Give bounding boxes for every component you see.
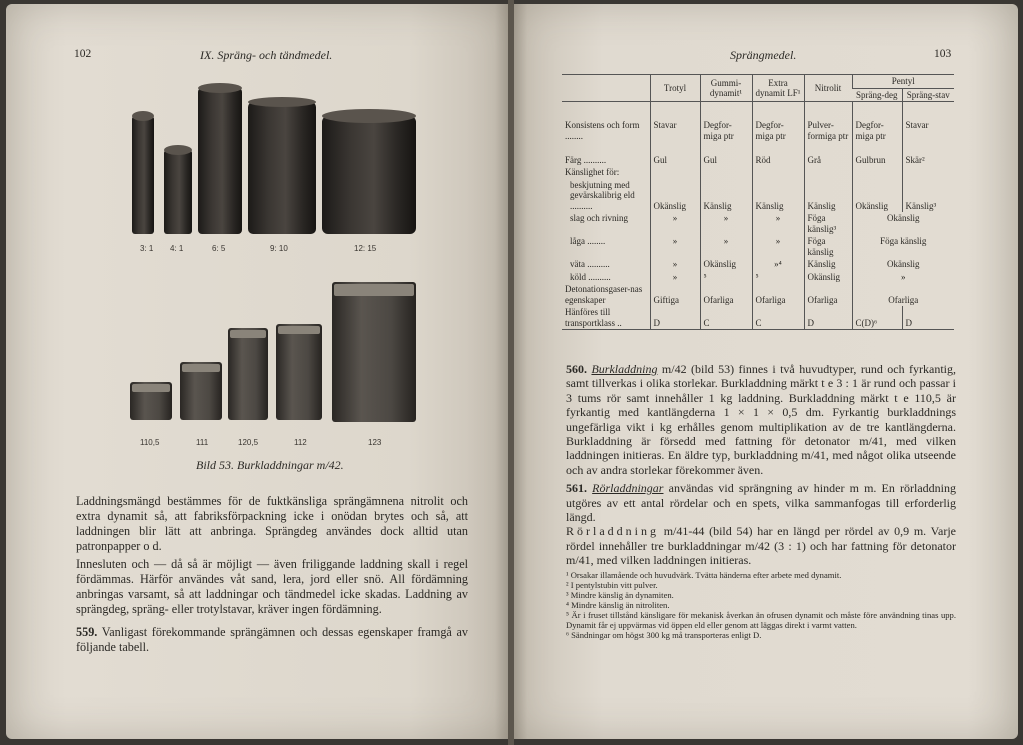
table-row [562,306,954,330]
cell-kold-trotyl: » [650,271,700,284]
header-sprangstav: Spräng-stav [902,88,954,102]
footnote-5: ⁵ Är i fruset tillstånd känsligare för mekanisk åverkan än ofrusen dynamit och måste före användning tinas upp. Dynamit får ej uppvärmas vid öppen eld eller genom att läggas direkt i varmt vatten. [566,610,956,630]
cell-kold-extra: ⁵ [752,271,804,284]
row-label-slag: slag och rivning [570,213,628,223]
cell-konsistens-nitrolit: Pulver-formiga ptr [804,102,852,154]
cell-hanfores-trotyl: D [650,306,700,330]
cell-detonation-trotyl: Giftiga [650,283,700,306]
section-560-number: 560. [566,362,587,376]
table-header-row [562,75,954,89]
footnotes [566,570,956,640]
cell-hanfores-nitrolit: D [804,306,852,330]
cell-farg-stav: Skär² [902,154,954,167]
label-6-5: 6: 5 [212,244,226,253]
charge-6-5 [198,88,242,234]
section-561-title: Rörladdningar [592,481,664,496]
table-row [562,154,954,167]
charge-120-5 [228,328,268,420]
cell-hanfores-deg: C(D)⁶ [852,306,902,330]
cell-laga-trotyl: » [650,235,700,258]
table-row [562,212,954,235]
cell-konsistens-deg: Degfor-miga ptr [852,102,902,154]
header-nitrolit: Nitrolit [804,75,852,102]
label-123: 123 [368,438,382,447]
cell-slag-extra: » [752,212,804,235]
book-gutter [508,0,514,745]
charge-111 [180,362,222,420]
table-row [562,179,954,213]
right-body-text [566,362,956,571]
header-pentyl: Pentyl [852,75,954,89]
figure-burkladdningar [110,82,430,462]
cell-laga-gummi: » [700,235,752,258]
charge-3-1 [132,116,154,234]
cell-laga-pentyl: Föga känslig [852,235,954,258]
cell-detonation-pentyl: Ofarliga [852,283,954,306]
cell-vata-extra: »⁴ [752,258,804,271]
footnote-6: ⁶ Sändningar om högst 300 kg må transporteras enligt D. [566,630,762,640]
cell-hanfores-gummi: C [700,306,752,330]
row-label-laga: låga ........ [570,236,606,246]
cell-hanfores-stav: D [902,306,954,330]
right-page-number: 103 [934,48,952,60]
charge-112 [276,324,322,420]
left-body-text [76,494,468,658]
explosives-table [562,74,954,330]
cell-kold-nitrolit: Okänslig [804,271,852,284]
header-extra-dynamit: Extra dynamit LF¹ [752,75,804,102]
footnote-2: ² I pentylstubin vitt pulver. [566,580,658,590]
cell-vata-pentyl: Okänslig [852,258,954,271]
cell-beskjutning-trotyl: Okänslig [650,179,700,213]
table-row [562,271,954,284]
label-12-15: 12: 15 [354,244,377,253]
charge-110-5 [130,382,172,420]
cell-konsistens-trotyl: Stavar [650,102,700,154]
table-row [562,166,954,179]
cell-detonation-nitrolit: Ofarliga [804,283,852,306]
cell-konsistens-gummi: Degfor-miga ptr [700,102,752,154]
row-label-hanfores: Hänföres till transportklass .. [562,306,650,330]
row-label-konsistens: Konsistens och form ........ [565,120,640,141]
cell-slag-gummi: » [700,212,752,235]
section-561 [566,481,956,567]
table-row [562,102,954,154]
cell-detonation-extra: Ofarliga [752,283,804,306]
cell-kold-gummi: ⁵ [700,271,752,284]
cell-konsistens-extra: Degfor-miga ptr [752,102,804,154]
row-label-detonation: Detonationsgaser-nas egenskaper [565,284,643,305]
charge-123 [332,282,416,422]
cell-laga-nitrolit: Föga känslig [804,235,852,258]
left-running-head: IX. Spräng- och tändmedel. [200,48,333,62]
section-560 [566,362,956,477]
right-running-head: Sprängmedel. [730,48,797,62]
paragraph-innesluten: Innesluten och — då så är möjligt — även friliggande laddning skall i regel fördämmas. Härför användes våt sand, lera, jord eller snö. All fördämning anbringas varsamt, så att laddningar och tändmedel icke skadas. Laddning av sprängdeg, spräng- eller trotylstavar, kräver ingen fördämning. [76,557,468,616]
charge-12-15 [322,116,416,234]
section-559-text: Vanligast förekommande sprängämnen och dessas egenskaper framgå av följande tabell. [76,625,468,654]
footnote-3: ³ Mindre känslig än dynamiten. [566,590,674,600]
cell-vata-gummi: Okänslig [700,258,752,271]
footnote-4: ⁴ Mindre känslig än nitroliten. [566,600,670,610]
section-560-text: m/42 (bild 53) finnes i två huvudtyper, rund och fyrkantig, samt tillverkas i olika storlekar. Burkladdning märkt t e 3 : 1 är rund och passar i 3 tums rör samt innehåller 1 kg laddning. Burkladdning märkt t e 110,5 är fyrkantig med kantlängderna 1 × 1 × 0,5 dm. Fyrkantig burkladdnings ungefärliga vikt i kg erhålles genom multiplikation av de tre kantlängderna. Burkladdning är försedd med fattning för detonator m/41, med vilken laddningen initieras. En äldre typ, burkladdning m/41, med något olika utseende och av andra storlekar förekommer även. [566,362,957,477]
section-561-text: användas vid sprängning av hinder m m. En rörladdning utgöres av ett antal rördelar och en spets, vilka sammanfogas till erforderlig längd. [566,481,957,525]
charge-4-1 [164,150,192,234]
label-4-1: 4: 1 [170,244,184,253]
cell-beskjutning-deg: Okänslig [852,179,902,213]
left-page-number: 102 [74,48,92,60]
charge-9-10 [248,102,316,234]
header-trotyl: Trotyl [650,75,700,102]
cell-beskjutning-extra: Känslig [752,179,804,213]
cell-detonation-gummi: Ofarliga [700,283,752,306]
cell-farg-trotyl: Gul [650,154,700,167]
label-112: 112 [294,438,307,447]
cell-beskjutning-stav: Känslig³ [902,179,954,213]
figure-caption: Bild 53. Burkladdningar m/42. [196,458,344,472]
cell-farg-nitrolit: Grå [804,154,852,167]
cell-hanfores-extra: C [752,306,804,330]
cell-farg-deg: Gulbrun [852,154,902,167]
cell-beskjutning-gummi: Känslig [700,179,752,213]
section-561-rorladdning: Rörladdning [566,524,659,539]
label-9-10: 9: 10 [270,244,288,253]
table-row [562,258,954,271]
table-row [562,283,954,306]
row-label-kanslighet: Känslighet för: [565,167,620,177]
cell-farg-extra: Röd [752,154,804,167]
cell-slag-pentyl: Okänslig [852,212,954,235]
table-row [562,235,954,258]
cell-vata-nitrolit: Känslig [804,258,852,271]
cell-beskjutning-nitrolit: Känslig [804,179,852,213]
row-label-farg: Färg .......... [565,154,607,165]
cell-slag-nitrolit: Föga känslig³ [804,212,852,235]
label-111: 111 [196,438,209,447]
label-3-1: 3: 1 [140,244,154,253]
cell-slag-trotyl: » [650,212,700,235]
row-label-vata: väta .......... [570,259,610,269]
label-110-5: 110,5 [140,438,160,447]
cell-vata-trotyl: » [650,258,700,271]
row-label-beskjutning: beskjutning med gevärskalibrig eld .......... [570,179,635,211]
section-559 [76,625,468,655]
cell-konsistens-stav: Stavar [902,102,954,154]
paragraph-laddningsmangd: Laddningsmängd bestämmes för de fuktkänsliga sprängämnena nitrolit och extra dynamit så, att fabriksförpackning icke i onödan brytes och så, att laddningen blir lätt att anbringa. Sprängdeg användes dock alltid utan patronpapper o d. [76,494,468,553]
label-120-5: 120,5 [238,438,259,447]
footnote-1: ¹ Orsakar illamående och huvudvärk. Tvätta händerna efter arbete med dynamit. [566,570,842,580]
section-561-text2: m/41-44 (bild 54) har en längd per rördel av 0,9 m. Varje rördel innehåller tre burkladdningar m/42 (3 : 1) och har fattning för detonator m/41, med vilken laddningen initieras. [566,524,956,568]
section-560-title: Burkladdning [591,362,658,376]
header-empty [562,75,650,102]
row-label-kold: köld .......... [570,271,611,282]
header-sprangdeg: Spräng-deg [852,88,902,102]
section-559-number: 559. [76,625,98,639]
cell-kold-pentyl: » [852,271,954,284]
cell-laga-extra: » [752,235,804,258]
cell-farg-gummi: Gul [700,154,752,167]
header-gummidynamit: Gummi-dynamit¹ [700,75,752,102]
section-561-number: 561. [566,481,587,496]
